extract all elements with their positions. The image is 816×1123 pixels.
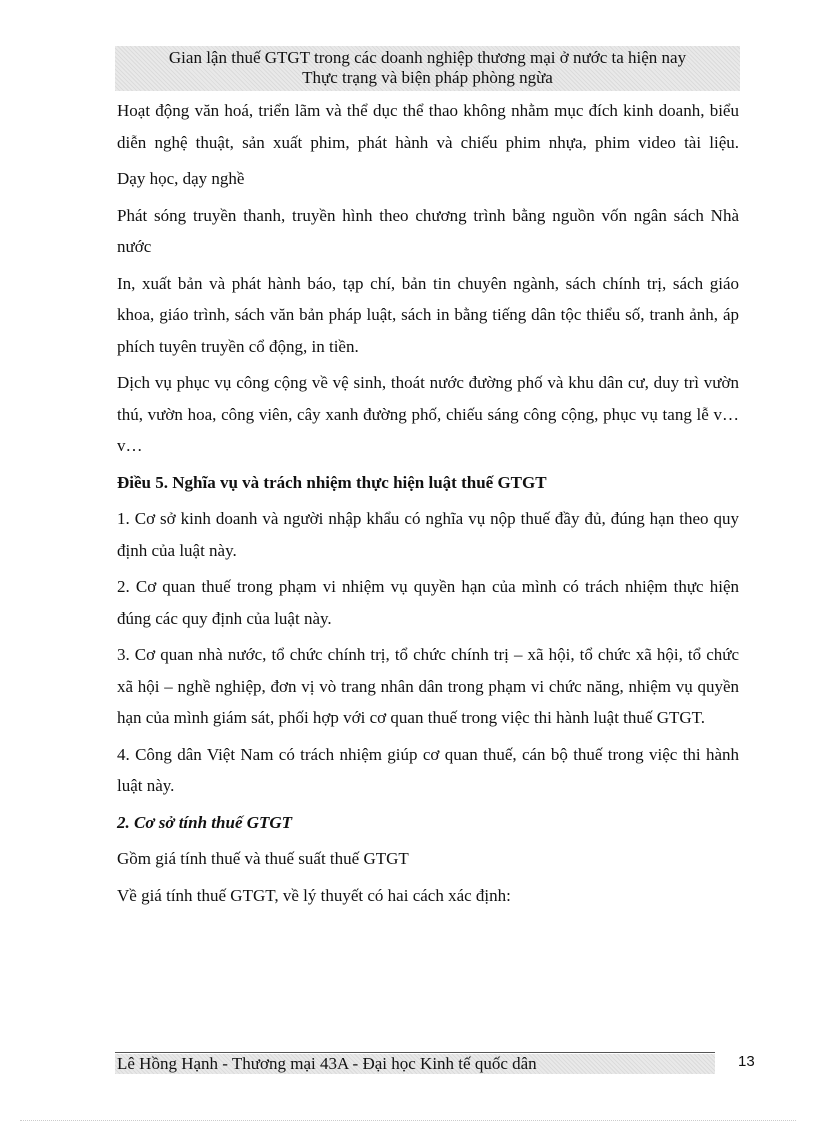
text-line: thiểu số, tranh ảnh, áp phích tuyên truyền cổ động, in tiền. bbox=[117, 305, 739, 356]
paragraph-tax-price bbox=[117, 880, 739, 912]
page-bottom-edge bbox=[20, 1120, 796, 1121]
paragraph-item-1 bbox=[117, 503, 739, 566]
text-line: In, xuất bản và phát hành báo, tạp chí, bản tin chuyên ngành, sách chính trị, bbox=[117, 273, 667, 293]
running-footer bbox=[115, 1054, 715, 1074]
paragraph-item-4 bbox=[117, 739, 739, 802]
paragraph-culture-activities bbox=[117, 95, 739, 158]
header-title-line-2: Thực trạng và biện pháp phòng ngừa bbox=[302, 68, 553, 87]
paragraph-item-2 bbox=[117, 571, 739, 634]
footer-author-text: Lê Hồng Hạnh - Thương mại 43A - Đại học Kinh tế quốc dân bbox=[117, 1054, 537, 1073]
section-heading-tax-basis bbox=[117, 807, 739, 839]
text-line: Gồm giá tính thuế và thuế suất thuế GTGT bbox=[117, 849, 409, 868]
text-line: Phát sóng truyền thanh, truyền hình theo chương trình bằng nguồn vốn ngân bbox=[117, 205, 667, 225]
page-number: 13 bbox=[738, 1053, 755, 1070]
text-line: Dạy học, dạy nghề bbox=[117, 169, 245, 188]
paragraph-publishing bbox=[117, 268, 739, 363]
running-header bbox=[115, 46, 740, 91]
document-body bbox=[117, 95, 739, 916]
text-line: sách giáo khoa, giáo trình, sách văn bản pháp luật, sách in bằng tiếng dân tộc bbox=[117, 273, 739, 324]
text-line: năng, nhiệm vụ quyền hạn của mình giám sát, phối hợp với cơ quan thuế trong bbox=[117, 676, 740, 727]
heading-text: 2. Cơ sở tính thuế GTGT bbox=[117, 812, 293, 832]
paragraph-broadcasting bbox=[117, 200, 739, 263]
text-line: duy trì vườn thú, vườn hoa, công viên, cây xanh đường phố, chiếu sáng công bbox=[117, 373, 740, 424]
text-line: tổ chức xã hội – nghề nghiệp, đơn vị vò trang nhân dân trong phạm vi chức bbox=[117, 645, 740, 696]
header-title-line-1: Gian lận thuế GTGT trong các doanh nghiệp thương mại ở nước ta hiện nay bbox=[168, 48, 687, 67]
paragraph-tax-basis-intro bbox=[117, 843, 739, 875]
text-line: Hoạt động văn hoá, triển lãm và thể dục thể thao không nhằm mục đích kinh bbox=[117, 101, 654, 120]
text-line: 1. Cơ sở kinh doanh và người nhập khẩu có nghĩa vụ nộp thuế đầy đủ, đúng hạn bbox=[117, 509, 675, 528]
paragraph-public-services bbox=[117, 367, 739, 462]
text-line: thi hành luật này. bbox=[117, 744, 740, 795]
text-line: 3. Cơ quan nhà nước, tổ chức chính trị, tổ chức chính trị – xã hội, tổ chức xã hội, bbox=[117, 645, 683, 664]
text-line: 2. Cơ quan thuế trong phạm vi nhiệm vụ quyền hạn của mình có trách nhiệm bbox=[117, 577, 668, 596]
text-line: 4. Công dân Việt Nam có trách nhiệm giúp cơ quan thuế, cán bộ thuế trong việc bbox=[117, 744, 678, 764]
section-heading-article-5 bbox=[117, 467, 739, 499]
paragraph-item-3 bbox=[117, 639, 739, 734]
text-line: cộng, phục vụ tang lễ v…v… bbox=[117, 404, 739, 455]
paragraph-teaching bbox=[117, 163, 739, 195]
text-line: video tài liệu. bbox=[638, 132, 739, 152]
text-line: thực hiện đúng các quy định của luật này. bbox=[117, 577, 739, 628]
footer-divider bbox=[115, 1052, 715, 1053]
text-line: Về giá tính thuế GTGT, về lý thuyết có hai cách xác định: bbox=[117, 885, 511, 905]
heading-text: Điều 5. Nghĩa vụ và trách nhiệm thực hiện luật thuế GTGT bbox=[117, 472, 547, 492]
text-line: theo quy định của luật này. bbox=[117, 509, 739, 560]
text-line: sách Nhà nước bbox=[117, 205, 740, 256]
text-line: Dịch vụ phục vụ công cộng về vệ sinh, thoát nước đường phố và khu dân cư, bbox=[117, 373, 649, 392]
text-line: việc thi hành luật thuế GTGT. bbox=[501, 708, 706, 727]
text-line: doanh, biểu diễn nghệ thuật, sản xuất phim, phát hành và chiếu phim nhựa, phim bbox=[117, 101, 739, 152]
